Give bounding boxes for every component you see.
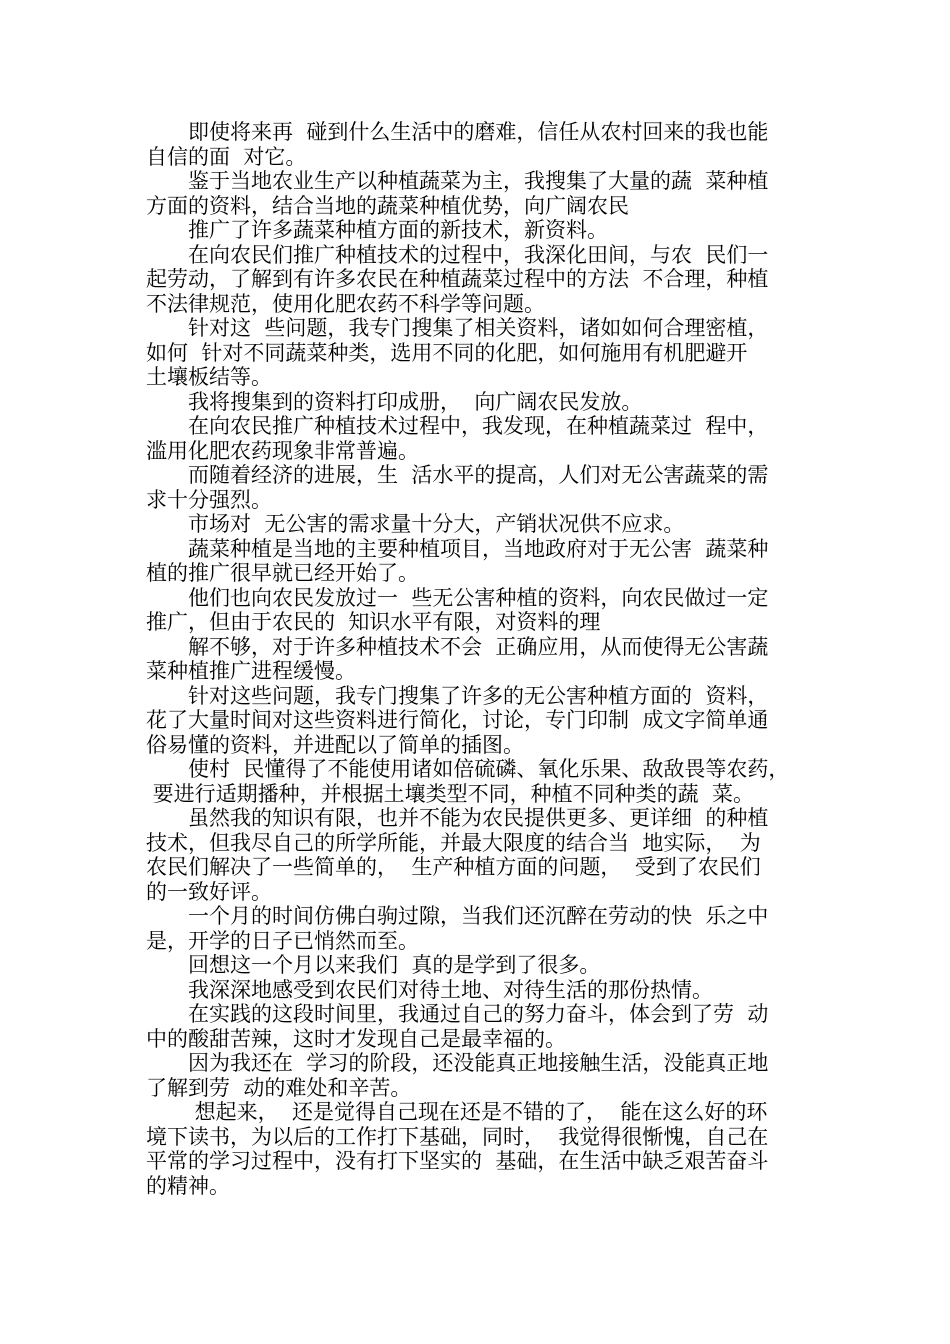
text-line: 推广，但由于农民的 知识水平有限，对资料的理 <box>146 610 601 634</box>
text-line: 即使将来再 碰到什么生活中的磨难，信任从农村回来的我也能 <box>188 120 769 144</box>
text-line: 技术，但我尽自己的所学所能，并最大限度的结合当 地实际， 为 <box>146 830 761 855</box>
text-line: 在实践的这段时间里，我通过自己的努力奋斗，体会到了劳 动 <box>188 1002 769 1026</box>
text-line: 在向农民推广种植技术过程中，我发现，在种植蔬菜过 程中， <box>188 414 769 438</box>
text-line: 农民们解决了一些简单的， 生产种植方面的问题， 受到了农民们 <box>146 855 761 879</box>
text-line: 针对这 些问题，我专门搜集了相关资料，诸如如何合理密植， <box>188 316 769 340</box>
text-line: 植的推广很早就已经开始了。 <box>146 561 419 585</box>
text-line: 的精神。 <box>146 1173 230 1198</box>
text-line: 起劳动，了解到有许多农民在种植蔬菜过程中的方法 不合理，种植 <box>146 267 769 291</box>
text-line: 土壤板结等。 <box>146 365 272 389</box>
text-line: 他们也向农民发放过一 些无公害种植的资料，向农民做过一定 <box>188 585 769 610</box>
text-line: 回想这一个月以来我们 真的是学到了很多。 <box>188 953 601 977</box>
text-line: 蔬菜种植是当地的主要种植项目，当地政府对于无公害 蔬菜种 <box>188 536 769 561</box>
text-line: 想起来， 还是觉得自己现在还是不错的了， 能在这么好的环 <box>188 1100 768 1124</box>
text-line: 我将搜集到的资料打印成册， 向广阔农民发放。 <box>188 389 643 414</box>
text-line: 虽然我的知识有限，也并不能为农民提供更多、更详细 的种植 <box>188 806 769 830</box>
text-line: 平常的学习过程中，没有打下坚实的 基础，在生活中缺乏艰苦奋斗 <box>146 1149 769 1173</box>
text-line: 鉴于当地农业生产以种植蔬菜为主，我搜集了大量的蔬 菜种植 <box>188 169 769 193</box>
text-line: 的一致好评。 <box>146 879 272 904</box>
text-line: 滥用化肥农药现象非常普遍。 <box>146 438 419 463</box>
text-line: 在向农民们推广种植技术的过程中，我深化田间，与农 民们一 <box>188 242 769 267</box>
text-line: 针对这些问题，我专门搜集了许多的无公害种植方面的 资料， <box>188 683 769 708</box>
text-line: 市场对 无公害的需求量十分大，产销状况供不应求。 <box>188 512 685 536</box>
text-line: 而随着经济的进展，生 活水平的提高，人们对无公害蔬菜的需 <box>188 463 769 487</box>
text-line: 方面的资料，结合当地的蔬菜种植优势，向广阔农民 <box>146 193 629 218</box>
text-line: 俗易懂的资料，并进配以了简单的插图。 <box>146 732 524 757</box>
text-line: 求十分强烈。 <box>146 487 272 512</box>
text-line: 推广了许多蔬菜种植方面的新技术，新资料。 <box>188 218 608 242</box>
text-line: 解不够，对于许多种植技术不会 正确应用，从而使得无公害蔬 <box>188 634 769 659</box>
text-line: 如何 针对不同蔬菜种类，选用不同的化肥，如何施用有机肥避开 <box>146 340 748 365</box>
text-line: 菜种植推广进程缓慢。 <box>146 659 356 683</box>
body-text <box>146 120 826 1198</box>
text-line: 要进行适期播种，并根据土壤类型不同，种植不同种类的蔬 菜。 <box>146 781 755 806</box>
text-line: 不法律规范，使用化肥农药不科学等问题。 <box>146 291 545 316</box>
text-line: 了解到劳 动的难处和辛苦。 <box>146 1075 412 1100</box>
text-line: 自信的面 对它。 <box>146 144 307 169</box>
text-line: 是，开学的日子已悄然而至。 <box>146 928 419 953</box>
text-line: 花了大量时间对这些资料进行简化，讨论，专门印制 成文字简单通 <box>146 708 769 732</box>
text-line: 使村 民懂得了不能使用诸如倍硫磷、氧化乐果、敌敌畏等农药， <box>188 757 790 781</box>
text-line: 中的酸甜苦辣，这时才发现自己是最幸福的。 <box>146 1026 566 1051</box>
text-line: 一个月的时间仿佛白驹过隙，当我们还沉醉在劳动的快 乐之中 <box>188 904 769 928</box>
text-line: 因为我还在 学习的阶段，还没能真正地接触生活，没能真正地 <box>188 1051 769 1075</box>
text-line: 我深深地感受到农民们对待土地、对待生活的那份热情。 <box>188 977 713 1002</box>
text-line: 境下读书，为以后的工作打下基础，同时， 我觉得很惭愧，自己在 <box>146 1124 769 1149</box>
